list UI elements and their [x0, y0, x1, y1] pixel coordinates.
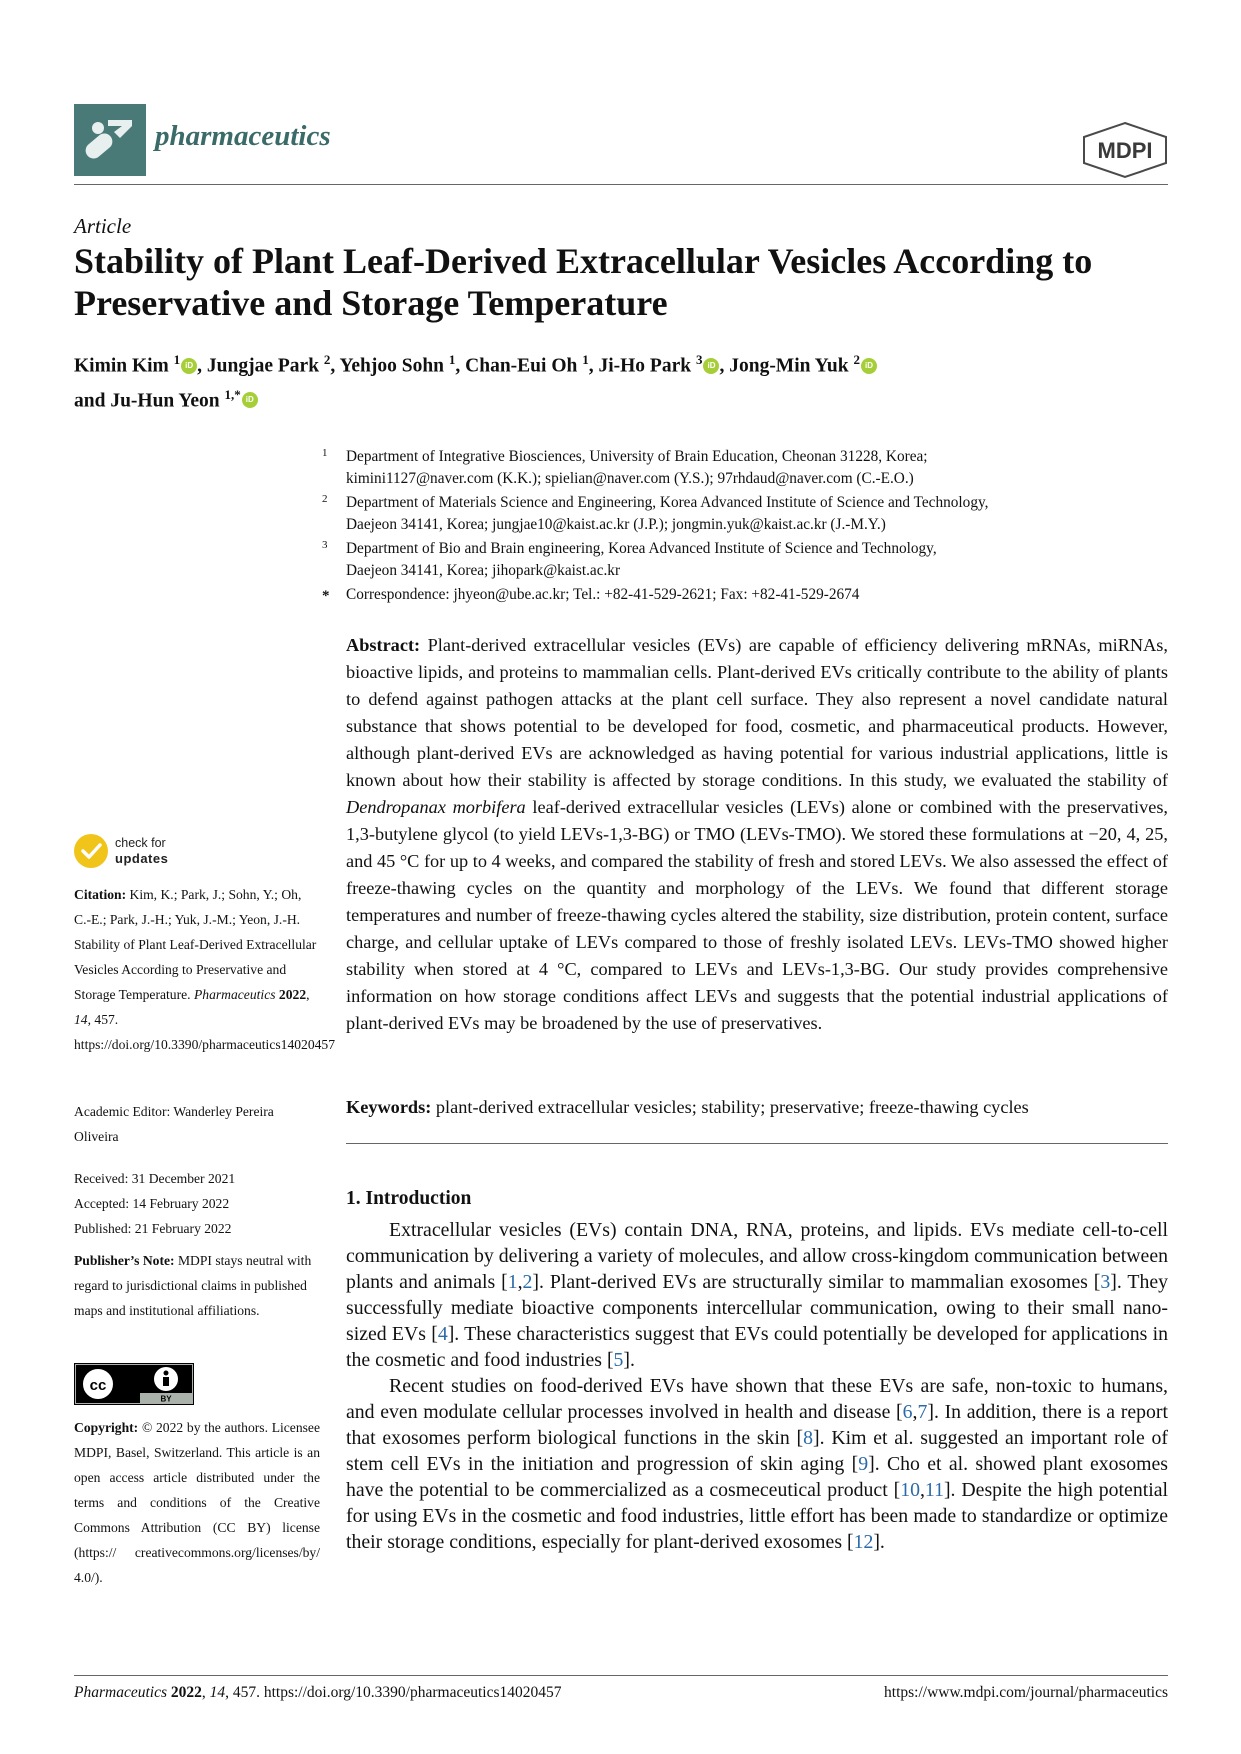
orcid-icon[interactable]: iD — [181, 358, 197, 374]
orcid-icon[interactable]: iD — [703, 358, 719, 374]
paragraph — [346, 1373, 1168, 1555]
affiliation-3 — [322, 538, 1166, 582]
author-name: Yehjoo Sohn — [339, 355, 445, 377]
citation-link[interactable]: 5 — [613, 1349, 624, 1371]
publisher-note-label: Publisher’s Note: — [74, 1253, 175, 1268]
author-name: Ji-Ho Park — [598, 355, 692, 377]
academic-editor: Academic Editor: Wanderley Pereira Oliveira — [74, 1104, 274, 1144]
author-affiliation-mark: 2 — [853, 352, 860, 367]
publisher-name: MDPI — [1097, 138, 1153, 163]
section-heading: 1. Introduction — [346, 1188, 472, 1209]
citation-link[interactable]: 7 — [917, 1401, 928, 1423]
keywords — [346, 1094, 1168, 1121]
citation-block: Citation: Kim, K.; Park, J.; Sohn, Y.; Oh, C.-E.; Park, J.-H.; Yuk, J.-M.; Yeon, J.-H. Stability of Plant Leaf-Derived Extracellular Vesicles According to Preservative and Storage Temperature. Pharmaceutics 2022, 14, 457. https://doi.org/10.3390/pharmaceutics14020457 — [74, 887, 336, 1052]
abstract-label: Abstract: — [346, 635, 421, 655]
affiliation-line: Department of Integrative Biosciences, University of Brain Education, Cheonan 31228, Korea; — [346, 448, 928, 465]
affiliation-line: Daejeon 34141, Korea; jihopark@kaist.ac.kr — [346, 562, 621, 579]
citation-link[interactable]: 3 — [1100, 1271, 1111, 1293]
check-for-updates-button[interactable] — [74, 830, 234, 874]
author-separator: , — [719, 355, 730, 377]
dates-block — [74, 1166, 320, 1241]
citation-text: Kim, K.; Park, J.; Sohn, Y.; Oh, C.-E.; Park, J.-H.; Yuk, J.-M.; Yeon, J.-H. Stability of Plant Leaf-Derived Extracellular Vesicles According to Preservative and Storage Temperature. — [74, 887, 317, 1002]
copyright-text: © 2022 by the authors. Licensee MDPI, Basel, Switzerland. This article is an open access article distributed under the terms and conditions of the Creative Commons Attribution (CC BY) license (https:// creativecommons.org/licenses/by/ 4.0/). — [74, 1420, 320, 1585]
citation-link[interactable]: 4 — [437, 1323, 448, 1345]
species-name: Dendropanax morbifera — [346, 797, 526, 817]
publisher-note-text: MDPI stays neutral with regard to jurisdictional claims in published maps and institutional affiliations. — [74, 1253, 312, 1318]
citation-label: Citation: — [74, 887, 127, 902]
paragraph-text: ]. They successfully mediate bioactive components intercellular communication, owing to their small nano-sized EVs [ — [346, 1271, 1169, 1345]
creative-commons-icon — [74, 1363, 194, 1405]
footer-citation: Pharmaceutics 2022, 14, 457. https://doi.org/10.3390/pharmaceutics14020457 — [74, 1684, 562, 1701]
author-affiliation-mark: 1 — [582, 352, 589, 367]
author-separator: , — [455, 355, 466, 377]
author-affiliation-mark: 1 — [448, 352, 456, 367]
footer-divider — [74, 1675, 1168, 1676]
citation-link[interactable]: 9 — [858, 1453, 869, 1475]
footer-year: 2022 — [170, 1684, 202, 1701]
section-divider — [346, 1143, 1168, 1144]
paragraph-text: ]. Cho et al. showed plant exosomes have the potential to be commercialized as a cosmeceutical product [ — [346, 1453, 1168, 1501]
affiliation-mark: 2 — [322, 493, 328, 505]
paragraph-text: ]. — [873, 1531, 885, 1553]
abstract — [346, 632, 1168, 1037]
check-label-line1: check for — [115, 836, 166, 850]
author-name: Kimin Kim — [74, 355, 169, 377]
affiliation-line: Department of Materials Science and Engineering, Korea Advanced Institute of Science and Technology, — [346, 494, 989, 511]
author-affiliation-mark: 1 — [173, 352, 181, 367]
abstract-text: Plant-derived extracellular vesicles (EVs) are capable of efficiency delivering mRNAs, miRNAs, bioactive lipids, and proteins to mammalian cells. Plant-derived EVs critically contribute to the ability of plants to defend against pathogen attacks at the plant cell surface. They also represent a novel candidate natural substance that shows potential to be developed for food, cosmetic, and pharmaceutical products. However, although plant-derived EVs are acknowledged as having potential for various industrial applications, little is known about how their stability is affected by storage conditions. In this study, we evaluated the stability of — [346, 635, 1168, 790]
affiliation-line: kimini1127@naver.com (K.K.); spielian@naver.com (Y.S.); 97rhdaud@naver.com (C.-E.O.) — [346, 470, 914, 487]
paragraph-text: ]. These characteristics suggest that EVs could potentially be developed for applications in the cosmetic and food industries [ — [346, 1323, 1168, 1371]
cc-by-license-badge[interactable] — [74, 1363, 194, 1405]
citation-link[interactable]: 11 — [924, 1479, 944, 1501]
paragraph-text: ]. Kim et al. suggested an important role of stem cell EVs in the initiation and progression of skin aging [ — [346, 1427, 1168, 1475]
orcid-icon[interactable]: iD — [242, 392, 258, 408]
author-separator: , — [588, 355, 599, 377]
introduction-body — [346, 1217, 1168, 1555]
mdpi-hexagon-icon — [1080, 121, 1170, 179]
correspondence — [322, 584, 1166, 606]
paragraph-text: Recent studies on food-derived EVs have shown that these EVs are safe, non-toxic to humans, and even modulate cellular processes involved in health and disease [ — [346, 1375, 1168, 1423]
publisher-note — [74, 1248, 320, 1323]
paragraph-text: , — [517, 1271, 523, 1293]
accepted-date: Accepted: 14 February 2022 — [74, 1196, 230, 1211]
citation-year: 2022 — [278, 987, 307, 1002]
pill-icon — [74, 104, 146, 176]
publisher-logo — [1080, 121, 1170, 179]
footer-doi[interactable]: , 457. https://doi.org/10.3390/pharmaceutics14020457 — [225, 1684, 562, 1701]
paragraph-text: ]. Despite the high potential for using EVs in the cosmetic and food industries, little effort has been made to standardize or optimize their storage conditions, especially for plant-derived exosomes [ — [346, 1479, 1168, 1553]
author-name: Jong-Min Yuk — [729, 355, 849, 377]
abstract-text: leaf-derived extracellular vesicles (LEVs) alone or combined with the preservatives, 1,3-butylene glycol (to yield LEVs-1,3-BG) or TMO (LEVs-TMO). We stored these formulations at −20, 4, 25, and 45 °C for up to 4 weeks, and compared the stability of fresh and stored LEVs. We also assessed the effect of freeze-thawing cycles on the quantity and morphology of the LEVs. We found that different storage temperatures and number of freeze-thawing cycles altered the stability, size distribution, protein content, surface charge, and cellular uptake of LEVs compared to those of freshly isolated LEVs. LEVs-TMO showed higher stability when stored at 4 °C, compared to LEVs and LEVs-1,3-BG. Our study provides comprehensive information on how storage conditions affect LEVs and suggests that the potential industrial applications of plant-derived EVs may be broadened by the use of preservatives. — [346, 797, 1169, 1033]
affiliation-1 — [322, 446, 1166, 490]
author-name: Chan-Eui Oh — [465, 355, 578, 377]
citation-journal: Pharmaceutics — [193, 987, 276, 1002]
citation-link[interactable]: 12 — [853, 1531, 874, 1553]
copyright-notice — [74, 1415, 320, 1590]
affiliation-line: Department of Bio and Brain engineering, Korea Advanced Institute of Science and Technology, — [346, 540, 937, 557]
author-affiliation-mark: 3 — [695, 352, 703, 367]
keywords-text: plant-derived extracellular vesicles; stability; preservative; freeze-thawing cycles — [435, 1097, 1029, 1117]
published-date: Published: 21 February 2022 — [74, 1221, 232, 1236]
footer-journal-url[interactable]: https://www.mdpi.com/journal/pharmaceutics — [884, 1684, 1168, 1701]
paragraph-text: ]. Plant-derived EVs are structurally similar to mammalian exosomes [ — [532, 1271, 1101, 1293]
correspondence-mark: * — [322, 588, 330, 604]
svg-text:cc: cc — [89, 1377, 107, 1394]
paragraph-text: , — [912, 1401, 918, 1423]
paragraph-text: Extracellular vesicles (EVs) contain DNA, RNA, proteins, and lipids. EVs mediate cell-to-cell communication by delivering a variety of molecules, and allow cross-kingdom communication between plants and animals [ — [346, 1219, 1168, 1293]
journal-logo — [74, 104, 146, 176]
paragraph — [346, 1217, 1168, 1373]
author-affiliation-mark: 1,* — [224, 386, 241, 402]
paragraph-text: , — [919, 1479, 925, 1501]
citation-link[interactable]: 10 — [900, 1479, 920, 1501]
author-affiliation-mark: 2 — [323, 352, 331, 367]
citation-link[interactable]: 2 — [522, 1271, 533, 1293]
check-updates-icon — [74, 834, 108, 868]
author-name: and Ju-Hun Yeon — [74, 390, 220, 411]
received-date: Received: 31 December 2021 — [74, 1171, 236, 1186]
check-label-line2: updates — [115, 851, 169, 866]
citation-link[interactable]: 1 — [507, 1271, 518, 1293]
citation-doi[interactable]: 457. https://doi.org/10.3390/pharmaceutics14020457 — [74, 1012, 336, 1052]
author-separator: , — [197, 355, 207, 377]
affiliation-2 — [322, 492, 1166, 536]
footer-journal: Pharmaceutics — [74, 1684, 167, 1701]
copyright-label: Copyright: — [74, 1420, 139, 1435]
correspondence-text: Correspondence: jhyeon@ube.ac.kr; Tel.: +82-41-529-2621; Fax: +82-41-529-2674 — [346, 586, 860, 603]
journal-name: pharmaceutics — [155, 120, 331, 152]
citation-volume: 14 — [74, 1012, 88, 1027]
affiliation-mark: 1 — [322, 447, 328, 459]
article-type: Article — [74, 214, 132, 238]
paragraph-text: ]. In addition, there is a report that exosomes perform biological functions in the skin [ — [346, 1401, 1168, 1449]
author-name: Jungjae Park — [206, 355, 320, 377]
keywords-label: Keywords: — [346, 1097, 432, 1117]
paper-title: Stability of Plant Leaf-Derived Extracellular Vesicles According to Preservative and Storage Temperature — [74, 241, 1093, 323]
affiliation-mark: 3 — [322, 539, 328, 551]
author-list — [74, 346, 1134, 415]
citation-link[interactable]: 8 — [803, 1427, 814, 1449]
affiliation-line: Daejeon 34141, Korea; jungjae10@kaist.ac.kr (J.P.); jongmin.yuk@kaist.ac.kr (J.-M.Y.) — [346, 516, 886, 533]
header-divider — [74, 184, 1168, 185]
footer-volume: 14 — [209, 1684, 226, 1701]
citation-link[interactable]: 6 — [902, 1401, 913, 1423]
paragraph-text: ]. — [623, 1349, 635, 1371]
author-separator: , — [330, 355, 340, 377]
license-badge-label: BY — [160, 1394, 172, 1404]
orcid-icon[interactable]: iD — [861, 358, 877, 374]
